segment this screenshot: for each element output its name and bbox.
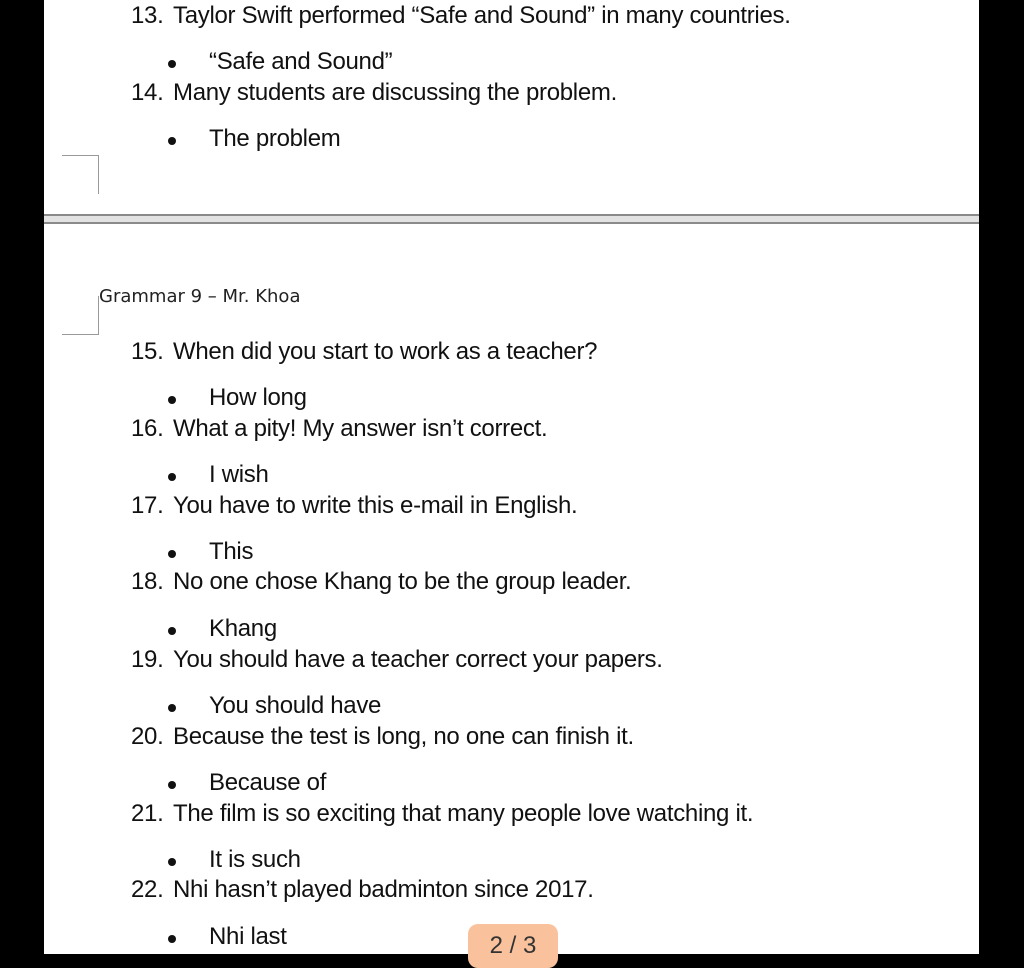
page-separator bbox=[44, 214, 979, 224]
prompt-text: Nhi last bbox=[209, 923, 287, 950]
question-number: 21. bbox=[131, 800, 164, 827]
question-number: 17. bbox=[131, 492, 164, 519]
page-header: Grammar 9 – Mr. Khoa bbox=[99, 286, 301, 307]
prompt-text: You should have bbox=[209, 692, 382, 719]
question-text: Taylor Swift performed “Safe and Sound” in many countries. bbox=[173, 2, 791, 29]
bullet-icon bbox=[168, 60, 176, 68]
question-text: Many students are discussing the problem. bbox=[173, 79, 617, 106]
prompt-text: How long bbox=[209, 384, 307, 411]
question-number: 20. bbox=[131, 723, 164, 750]
question-text: You have to write this e-mail in English. bbox=[173, 492, 578, 519]
prompt-text: “Safe and Sound” bbox=[209, 48, 393, 75]
prompt-text: Because of bbox=[209, 769, 327, 796]
question-text: No one chose Khang to be the group leader. bbox=[173, 568, 632, 595]
bullet-icon bbox=[168, 550, 176, 558]
question-text: You should have a teacher correct your papers. bbox=[173, 646, 663, 673]
prompt-text: This bbox=[209, 538, 254, 565]
question-number: 14. bbox=[131, 79, 164, 106]
bullet-icon bbox=[168, 396, 176, 404]
bullet-icon bbox=[168, 473, 176, 481]
page-corner-mark-bottom bbox=[62, 296, 99, 335]
question-text: The film is so exciting that many people love watching it. bbox=[173, 800, 754, 827]
page-corner-mark-top bbox=[62, 155, 99, 194]
page-number-indicator: 2 / 3 bbox=[468, 924, 558, 968]
prompt-text: Khang bbox=[209, 615, 277, 642]
prompt-text: I wish bbox=[209, 461, 269, 488]
question-number: 22. bbox=[131, 876, 164, 903]
bullet-icon bbox=[168, 627, 176, 635]
question-text: What a pity! My answer isn’t correct. bbox=[173, 415, 548, 442]
prompt-text: It is such bbox=[209, 846, 301, 873]
question-number: 18. bbox=[131, 568, 164, 595]
question-number: 19. bbox=[131, 646, 164, 673]
bullet-icon bbox=[168, 704, 176, 712]
bullet-icon bbox=[168, 858, 176, 866]
bullet-icon bbox=[168, 781, 176, 789]
prompt-text: The problem bbox=[209, 125, 341, 152]
bullet-icon bbox=[168, 137, 176, 145]
document-page-top bbox=[44, 0, 979, 214]
question-number: 16. bbox=[131, 415, 164, 442]
question-text: When did you start to work as a teacher? bbox=[173, 338, 598, 365]
question-text: Because the test is long, no one can finish it. bbox=[173, 723, 634, 750]
question-number: 15. bbox=[131, 338, 164, 365]
bullet-icon bbox=[168, 935, 176, 943]
question-number: 13. bbox=[131, 2, 164, 29]
question-text: Nhi hasn’t played badminton since 2017. bbox=[173, 876, 594, 903]
